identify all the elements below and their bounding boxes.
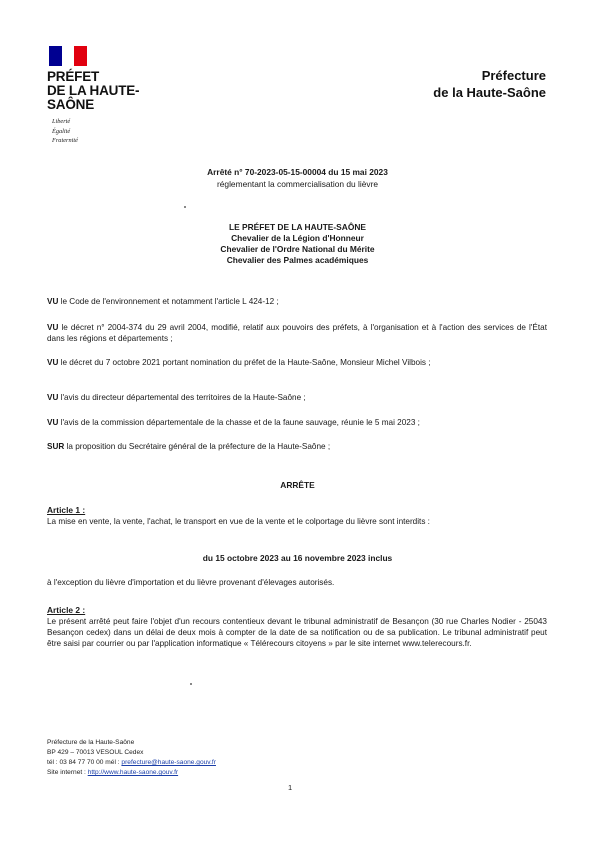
article-1-title: Article 1 :: [47, 505, 86, 515]
consideration-text: l'avis du directeur départemental des territoires de la Haute-Saône ;: [58, 393, 306, 402]
marianne-flag-logo: [49, 46, 87, 66]
article-1-period: du 15 octobre 2023 au 16 novembre 2023 inclus: [202, 553, 393, 563]
consideration-item: [47, 296, 547, 307]
brand-line: SAÔNE: [47, 97, 95, 112]
footer-address: Préfecture de la Haute-Saône: [47, 739, 135, 746]
consideration-keyword: VU: [47, 393, 59, 402]
consideration-item: [47, 417, 547, 428]
brand-block: [47, 70, 139, 112]
brand-line: PRÉFET: [47, 69, 100, 84]
article-2-title: Article 2 :: [47, 605, 86, 615]
flag-white-band: [62, 46, 75, 66]
flag-blue-band: [49, 46, 62, 66]
consideration-item: [47, 392, 547, 403]
motto-egalite: Égalité: [52, 127, 71, 135]
scan-mark: [184, 206, 186, 208]
page-number: 1: [288, 783, 293, 792]
consideration-text: l'avis de la commission départementale de la chasse et de la faune sauvage, réunie le 5 mai 2023 ;: [58, 418, 420, 427]
consideration-text: le Code de l'environnement et notamment l'article L 424-12 ;: [58, 297, 279, 306]
footer: [47, 738, 216, 778]
footer-email-link[interactable]: prefecture@haute-saone.gouv.fr: [121, 759, 216, 766]
article-1-body: La mise en vente, la vente, l'achat, le transport en vue de la vente et le colportage du lièvre sont interdits :: [47, 517, 430, 526]
prefecture-heading: [433, 67, 546, 101]
brand-line: DE LA HAUTE-: [47, 83, 140, 98]
footer-postal: BP 429 – 70013 VESOUL Cedex: [47, 749, 144, 756]
motto-fraternite: Fraternité: [52, 137, 78, 144]
footer-site: [47, 768, 216, 778]
motto-block: [52, 117, 78, 146]
consideration-item: [47, 357, 547, 368]
consideration-text: le décret du 7 octobre 2021 portant nomination du préfet de la Haute-Saône, Monsieur Michel Vilbois ;: [58, 358, 431, 367]
footer-contact: [47, 758, 216, 768]
scan-mark: [190, 683, 192, 685]
consideration-keyword: VU: [47, 418, 59, 427]
consideration-item: [47, 441, 547, 452]
consideration-text: la proposition du Secrétaire général de la préfecture de la Haute-Saône ;: [64, 442, 331, 451]
decree-title: Arrêté n° 70-2023-05-15-00004 du 15 mai 2023: [207, 167, 388, 177]
flag-red-band: [74, 46, 87, 66]
article-1-exception: à l'exception du lièvre d'importation et du lièvre provenant d'élevages autorisés.: [47, 578, 335, 587]
arrete-heading: ARRÊTE: [280, 480, 315, 490]
prefecture-line: Préfecture: [481, 68, 546, 83]
footer-tel: tél : 03 84 77 70 00 mél :: [47, 759, 122, 766]
consideration-keyword: VU: [47, 358, 59, 367]
article-2-body: Le présent arrêté peut faire l'objet d'un recours contentieux devant le tribunal administratif de Besançon (30 rue Charles Nodier - 25043 Besançon cedex) dans un délai de deux mois à compter de la date de sa notification ou de sa publication. Le tribunal administratif peut être saisi par courrier ou par l'application informatique « Télérecours citoyens » par le site internet www.telerecours.fr.: [47, 617, 547, 648]
consideration-keyword: VU: [47, 323, 59, 332]
consideration-keyword: SUR: [47, 442, 65, 451]
consideration-item: [47, 322, 547, 344]
honor-line: Chevalier de l'Ordre National du Mérite: [220, 244, 375, 254]
motto-liberte: Liberté: [52, 118, 71, 125]
footer-site-label: Site internet :: [47, 769, 88, 776]
footer-site-link[interactable]: http://www.haute-saone.gouv.fr: [87, 769, 179, 776]
consideration-keyword: VU: [47, 297, 59, 306]
prefecture-line: de la Haute-Saône: [433, 85, 546, 100]
honor-line: Chevalier de la Légion d'Honneur: [231, 233, 364, 243]
consideration-text: le décret n° 2004-374 du 29 avril 2004, modifié, relatif aux pouvoirs des préfets, à l'organisation et à l'action des services de l'État dans les régions et départements ;: [47, 323, 547, 343]
prefet-name: LE PRÉFET DE LA HAUTE-SAÔNE: [229, 222, 366, 232]
decree-subtitle: réglementant la commercialisation du lièvre: [216, 179, 379, 189]
honor-line: Chevalier des Palmes académiques: [226, 255, 369, 265]
